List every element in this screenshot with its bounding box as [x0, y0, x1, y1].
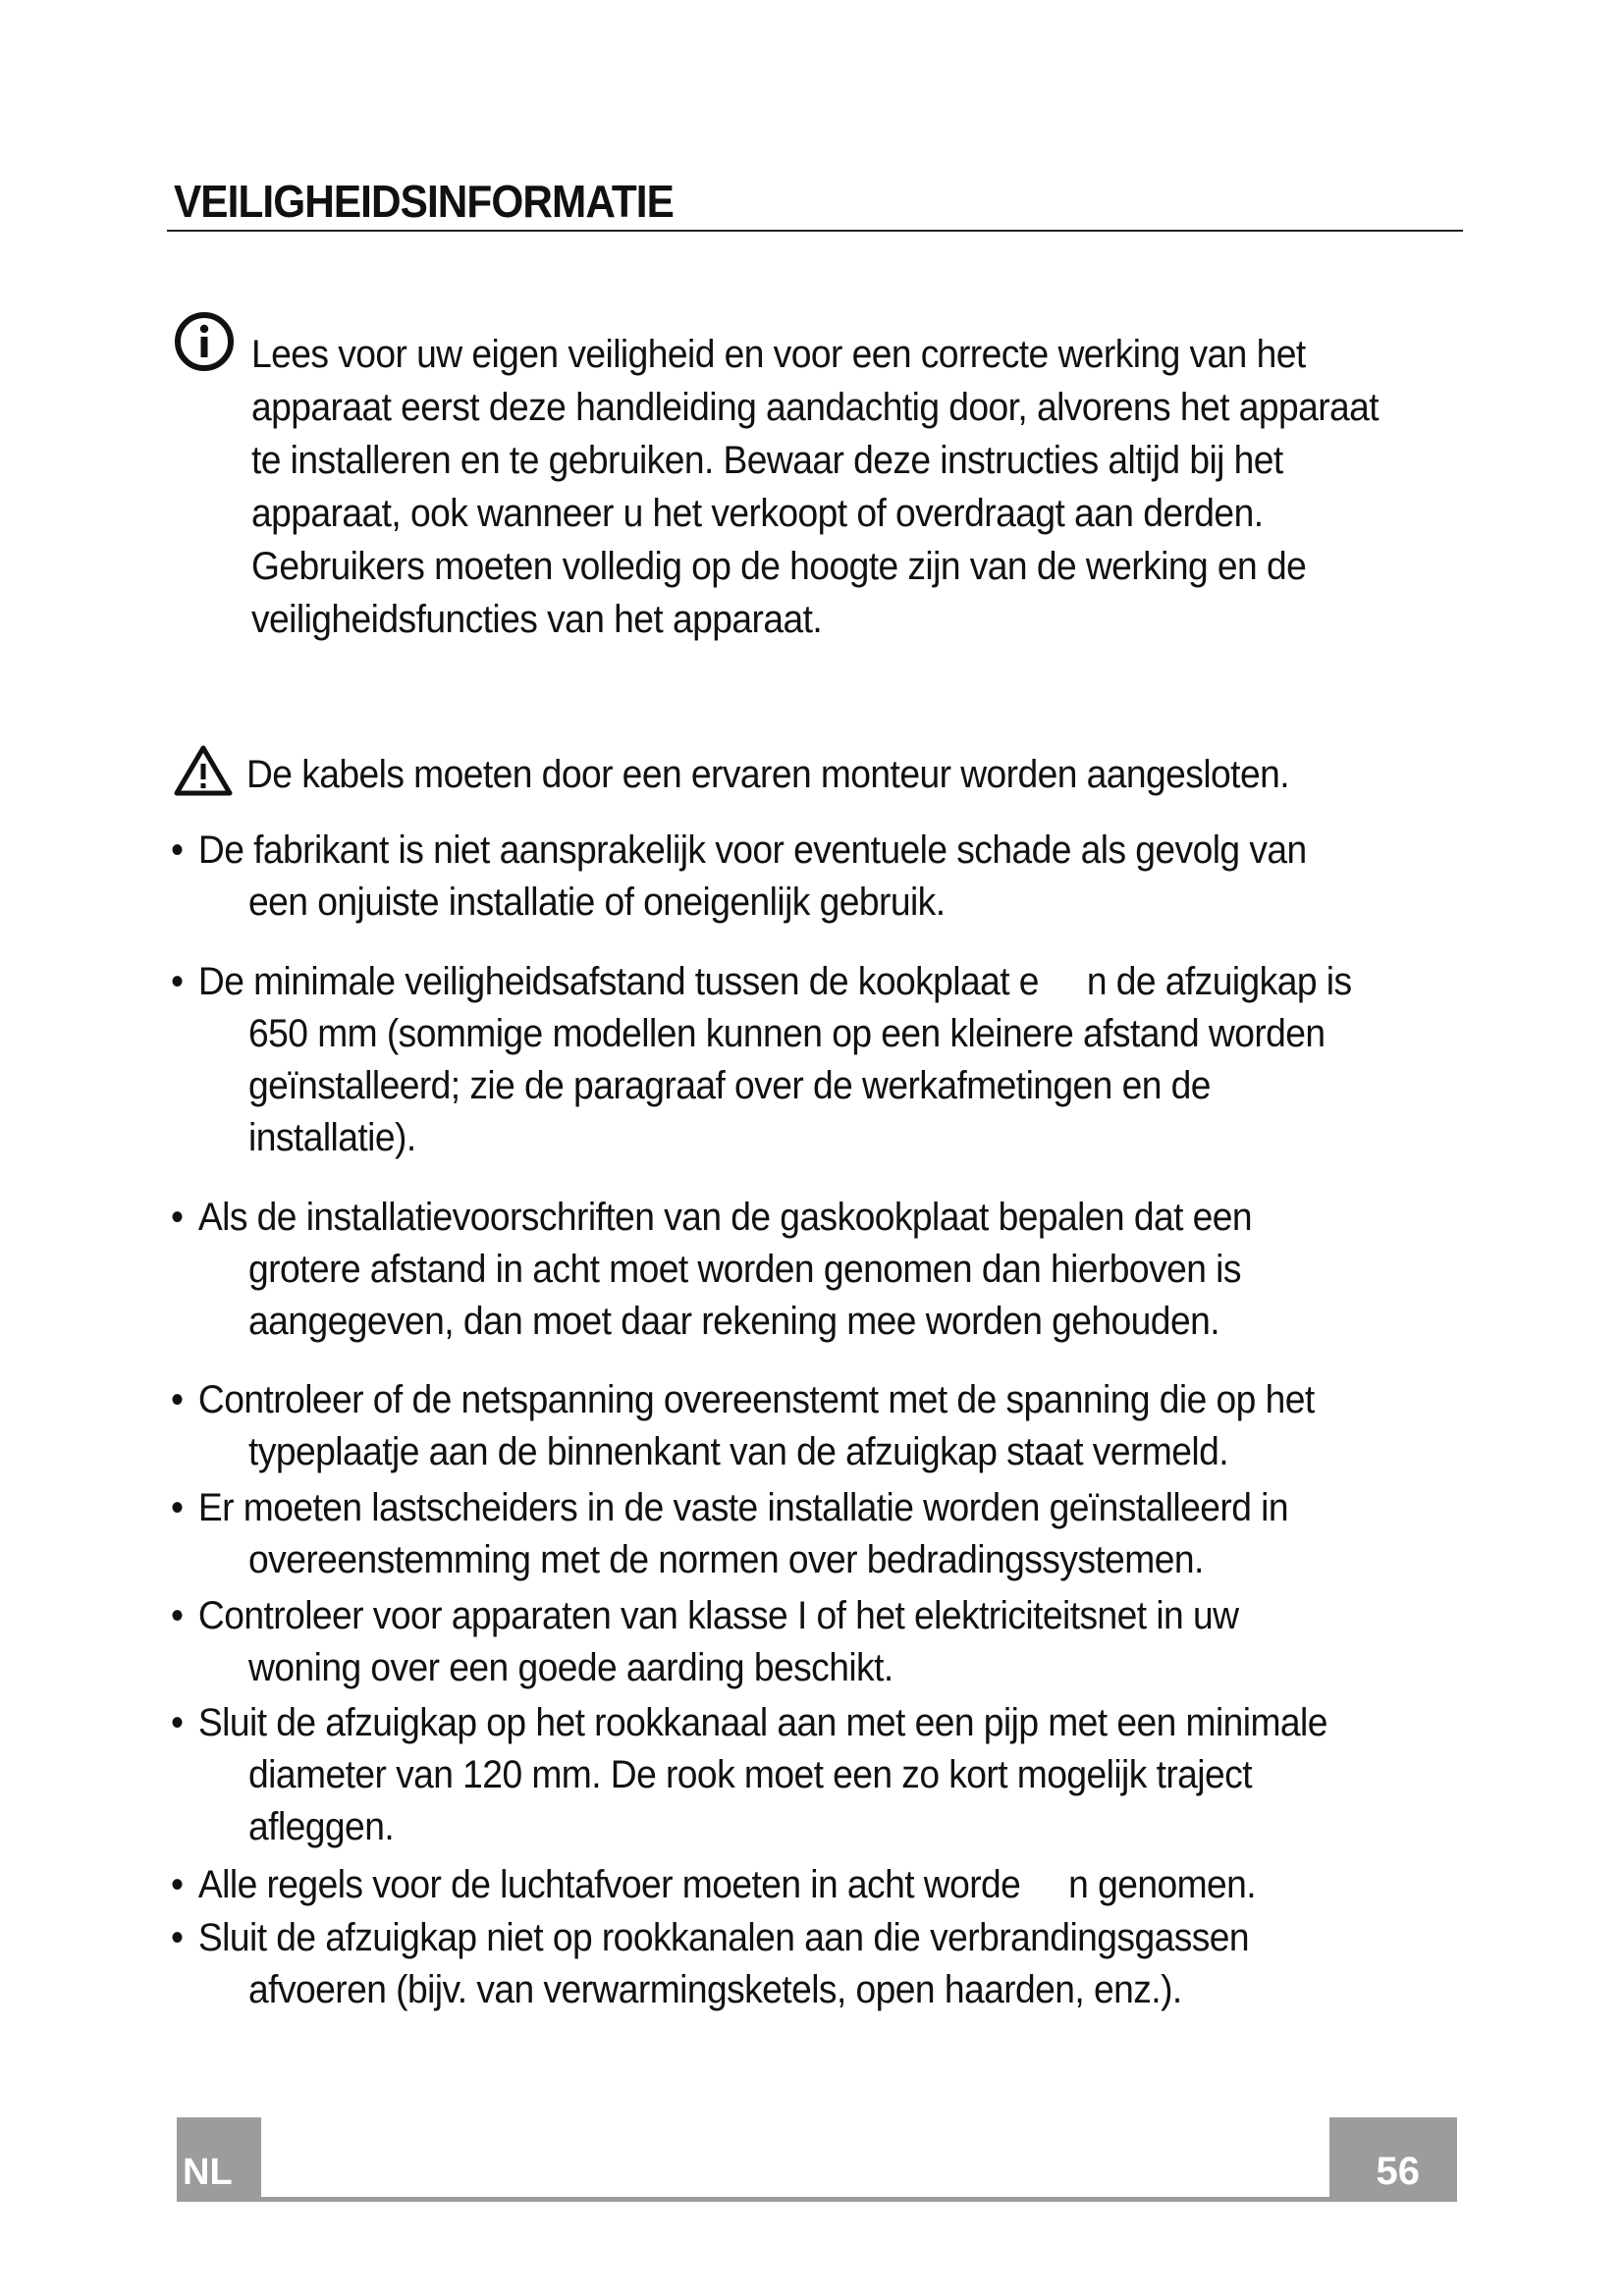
bullet-icon: • — [171, 1863, 184, 1906]
list-item — [171, 1374, 1394, 1478]
bullet-icon: • — [171, 960, 184, 1003]
bullet-icon: • — [171, 1916, 184, 1959]
page-number: 56 — [1376, 2150, 1420, 2193]
info-line: te installeren en te gebruiken. Bewaar deze instructies altijd bij het — [251, 439, 1283, 482]
info-line: Lees voor uw eigen veiligheid en voor een correcte werking van het — [251, 333, 1306, 376]
info-line: veiligheidsfuncties van het apparaat. — [251, 598, 823, 641]
list-item — [171, 1482, 1394, 1586]
bullet-icon: • — [171, 828, 184, 872]
bullet-line: Er moeten lastscheiders in de vaste installatie worden geïnstalleerd in — [197, 1486, 1288, 1529]
info-line: apparaat, ook wanneer u het verkoopt of overdraagt aan derden. — [251, 492, 1264, 535]
page-title: VEILIGHEIDSINFORMATIE — [174, 176, 674, 227]
footer-divider — [261, 2197, 1329, 2202]
info-paragraph — [251, 328, 1402, 646]
bullet-line: installatie). — [248, 1116, 416, 1159]
bullet-line: Alle regels voor de luchtafvoer moeten in acht worde n genomen. — [197, 1863, 1257, 1906]
list-item — [171, 825, 1394, 929]
bullet-icon: • — [171, 1378, 184, 1421]
bullet-line: diameter van 120 mm. De rook moet een zo kort mogelijk traject — [248, 1753, 1252, 1796]
bullet-line: Controleer of de netspanning overeenstemt met de spanning die op het — [197, 1378, 1315, 1421]
list-item — [171, 956, 1394, 1164]
title-divider — [167, 230, 1463, 232]
warning-icon — [173, 744, 234, 797]
list-item — [171, 1912, 1394, 2016]
bullet-line: afleggen. — [248, 1805, 395, 1848]
bullet-line: 650 mm (sommige modellen kunnen op een kleinere afstand worden — [248, 1012, 1326, 1055]
language-label: NL — [183, 2152, 233, 2193]
bullet-line: aangegeven, dan moet daar rekening mee worden gehouden. — [248, 1300, 1219, 1343]
bullet-icon: • — [171, 1594, 184, 1637]
page-number-badge — [1329, 2117, 1457, 2202]
bullet-line: Als de installatievoorschriften van de gaskookplaat bepalen dat een — [197, 1196, 1253, 1239]
bullet-icon: • — [171, 1701, 184, 1744]
list-item — [171, 1590, 1394, 1694]
bullet-line: Sluit de afzuigkap niet op rookkanalen aan die verbrandingsgassen — [197, 1916, 1250, 1959]
bullet-line: geïnstalleerd; zie de paragraaf over de werkafmetingen en de — [248, 1064, 1211, 1107]
bullet-line: typeplaatje aan de binnenkant van de afzuigkap staat vermeld. — [248, 1430, 1228, 1473]
bullet-line: een onjuiste installatie of oneigenlijk gebruik. — [248, 881, 946, 924]
bullet-icon: • — [171, 1196, 184, 1239]
bullet-line: De minimale veiligheidsafstand tussen de kookplaat e n de afzuigkap is — [197, 960, 1352, 1003]
list-item — [171, 1192, 1394, 1348]
list-item — [171, 1697, 1394, 1853]
list-item — [171, 1859, 1394, 1911]
bullet-line: grotere afstand in acht moet worden genomen dan hierboven is — [248, 1248, 1241, 1291]
info-icon — [173, 310, 236, 373]
warning-text: De kabels moeten door een ervaren monteur worden aangesloten. — [246, 753, 1289, 796]
bullet-line: afvoeren (bijv. van verwarmingsketels, open haarden, enz.). — [248, 1968, 1182, 2011]
bullet-line: Sluit de afzuigkap op het rookkanaal aan met een pijp met een minimale — [197, 1701, 1327, 1744]
bullet-line: De fabrikant is niet aansprakelijk voor eventuele schade als gevolg van — [197, 828, 1307, 872]
language-badge — [177, 2117, 261, 2202]
bullet-icon: • — [171, 1486, 184, 1529]
bullet-line: Controleer voor apparaten van klasse I of het elektriciteitsnet in uw — [197, 1594, 1239, 1637]
bullet-line: overeenstemming met de normen over bedradingssystemen. — [248, 1538, 1204, 1581]
info-line: Gebruikers moeten volledig op de hoogte zijn van de werking en de — [251, 545, 1307, 588]
info-line: apparaat eerst deze handleiding aandachtig door, alvorens het apparaat — [251, 386, 1380, 429]
bullet-line: woning over een goede aarding beschikt. — [248, 1646, 893, 1689]
